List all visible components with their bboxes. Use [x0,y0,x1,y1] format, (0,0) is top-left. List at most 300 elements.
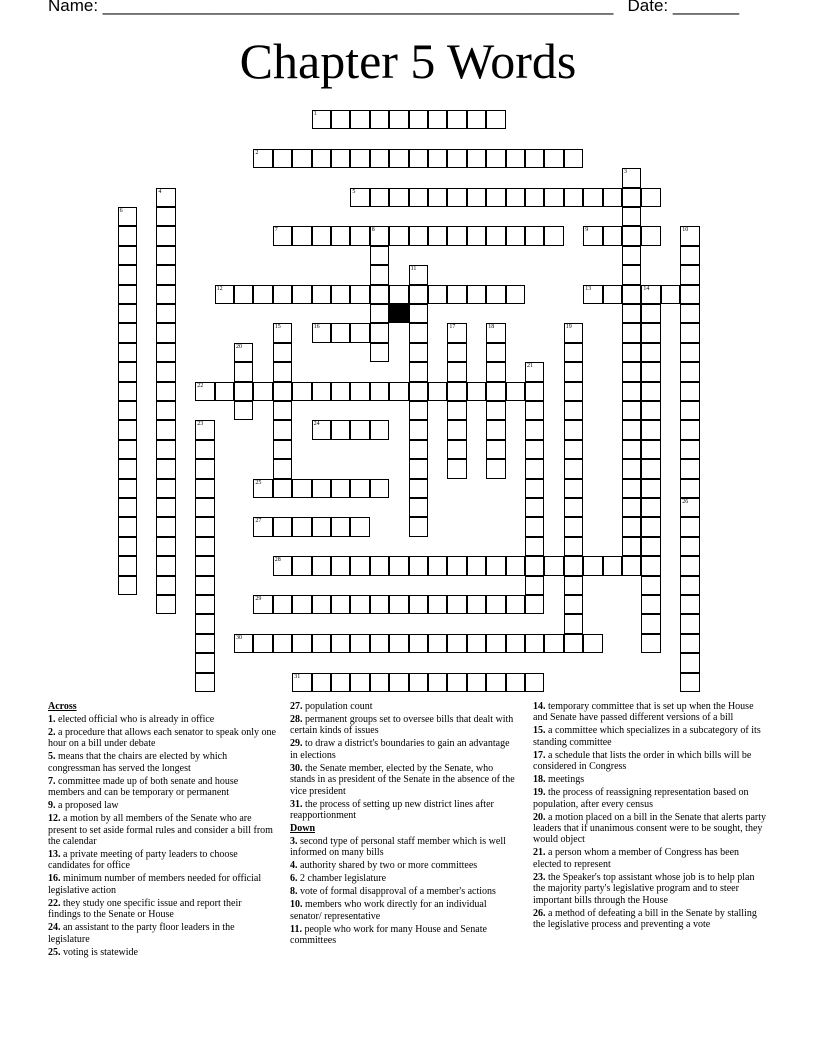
grid-cell[interactable] [641,479,660,498]
grid-cell[interactable] [331,517,350,536]
grid-cell[interactable] [641,188,660,207]
grid-cell[interactable] [447,362,466,381]
grid-cell[interactable] [118,246,137,265]
grid-cell[interactable] [370,673,389,692]
grid-cell[interactable] [525,440,544,459]
grid-cell[interactable] [156,420,175,439]
grid-cell[interactable] [409,304,428,323]
grid-cell[interactable] [506,285,525,304]
grid-cell[interactable] [467,382,486,401]
grid-cell[interactable] [486,149,505,168]
grid-cell[interactable] [486,226,505,245]
grid-cell[interactable] [486,595,505,614]
grid-cell[interactable] [467,110,486,129]
grid-cell[interactable] [350,673,369,692]
grid-cell[interactable] [292,517,311,536]
grid-cell[interactable] [331,382,350,401]
grid-cell[interactable] [486,323,505,342]
grid-cell[interactable] [273,226,292,245]
grid-cell[interactable] [467,673,486,692]
grid-cell[interactable] [350,634,369,653]
grid-cell[interactable] [273,382,292,401]
grid-cell[interactable] [156,537,175,556]
grid-cell[interactable] [409,498,428,517]
grid-cell[interactable] [118,517,137,536]
grid-cell[interactable] [583,556,602,575]
grid-cell[interactable] [680,401,699,420]
grid-cell[interactable] [486,110,505,129]
grid-cell[interactable] [350,149,369,168]
grid-cell[interactable] [486,440,505,459]
grid-cell[interactable] [350,420,369,439]
grid-cell[interactable] [156,440,175,459]
grid-cell[interactable] [544,149,563,168]
grid-cell[interactable] [118,459,137,478]
grid-cell[interactable] [525,576,544,595]
grid-cell[interactable] [409,556,428,575]
grid-cell[interactable] [292,479,311,498]
grid-cell[interactable] [564,517,583,536]
grid-cell[interactable] [680,323,699,342]
grid-cell[interactable] [118,556,137,575]
grid-cell[interactable] [603,226,622,245]
grid-cell[interactable] [447,595,466,614]
grid-cell[interactable] [680,556,699,575]
grid-cell[interactable] [680,537,699,556]
grid-cell[interactable] [564,576,583,595]
grid-cell[interactable] [370,110,389,129]
grid-cell[interactable] [641,498,660,517]
grid-cell[interactable] [331,420,350,439]
grid-cell[interactable] [525,556,544,575]
grid-cell[interactable] [370,304,389,323]
grid-cell[interactable] [389,556,408,575]
grid-cell[interactable] [525,382,544,401]
grid-cell[interactable] [118,420,137,439]
grid-cell[interactable] [641,440,660,459]
grid-cell[interactable] [641,362,660,381]
grid-cell[interactable] [506,556,525,575]
grid-cell[interactable] [544,556,563,575]
grid-cell[interactable] [156,226,175,245]
grid-cell[interactable] [641,537,660,556]
grid-cell[interactable] [118,440,137,459]
grid-cell[interactable] [447,110,466,129]
grid-cell[interactable] [331,110,350,129]
grid-cell[interactable] [195,634,214,653]
grid-cell[interactable] [331,285,350,304]
grid-cell[interactable] [583,285,602,304]
grid-cell[interactable] [447,673,466,692]
grid-cell[interactable] [312,323,331,342]
grid-cell[interactable] [370,246,389,265]
grid-cell[interactable] [195,576,214,595]
grid-cell[interactable] [447,420,466,439]
grid-cell[interactable] [428,595,447,614]
grid-cell[interactable] [156,362,175,381]
grid-cell[interactable] [409,285,428,304]
grid-cell[interactable] [486,673,505,692]
grid-cell[interactable] [273,459,292,478]
grid-cell[interactable] [156,343,175,362]
grid-cell[interactable] [273,401,292,420]
grid-cell[interactable] [428,556,447,575]
grid-cell[interactable] [118,382,137,401]
grid-cell[interactable] [195,498,214,517]
grid-cell[interactable] [447,285,466,304]
grid-cell[interactable] [467,634,486,653]
grid-cell[interactable] [680,517,699,536]
grid-cell[interactable] [273,595,292,614]
grid-cell[interactable] [389,382,408,401]
grid-cell[interactable] [234,362,253,381]
grid-cell[interactable] [331,634,350,653]
grid-cell[interactable] [350,285,369,304]
grid-cell[interactable] [564,634,583,653]
grid-cell[interactable] [195,537,214,556]
grid-cell[interactable] [409,265,428,284]
grid-cell[interactable] [544,634,563,653]
grid-cell[interactable] [447,459,466,478]
grid-cell[interactable] [253,479,272,498]
grid-cell[interactable] [447,382,466,401]
grid-cell[interactable] [292,595,311,614]
grid-cell[interactable] [467,285,486,304]
grid-cell[interactable] [641,459,660,478]
grid-cell[interactable] [486,362,505,381]
grid-cell[interactable] [156,401,175,420]
grid-cell[interactable] [350,323,369,342]
grid-cell[interactable] [234,401,253,420]
grid-cell[interactable] [350,226,369,245]
grid-cell[interactable] [409,226,428,245]
grid-cell[interactable] [525,226,544,245]
grid-cell[interactable] [118,226,137,245]
grid-cell[interactable] [622,420,641,439]
grid-cell[interactable] [409,188,428,207]
grid-cell[interactable] [370,595,389,614]
grid-cell[interactable] [273,323,292,342]
grid-cell[interactable] [680,343,699,362]
grid-cell[interactable] [428,285,447,304]
grid-cell[interactable] [467,556,486,575]
grid-cell[interactable] [156,323,175,342]
grid-cell[interactable] [292,673,311,692]
grid-cell[interactable] [506,673,525,692]
grid-cell[interactable] [253,634,272,653]
grid-cell[interactable] [486,188,505,207]
grid-cell[interactable] [622,226,641,245]
grid-cell[interactable] [564,362,583,381]
grid-cell[interactable] [641,285,660,304]
grid-cell[interactable] [350,110,369,129]
grid-cell[interactable] [331,149,350,168]
grid-cell[interactable] [486,382,505,401]
grid-cell[interactable] [118,343,137,362]
grid-cell[interactable] [389,634,408,653]
grid-cell[interactable] [312,556,331,575]
grid-cell[interactable] [273,517,292,536]
grid-cell[interactable] [195,517,214,536]
grid-cell[interactable] [118,285,137,304]
grid-cell[interactable] [641,420,660,439]
grid-cell[interactable] [234,343,253,362]
grid-cell[interactable] [409,343,428,362]
grid-cell[interactable] [156,556,175,575]
grid-cell[interactable] [564,459,583,478]
grid-cell[interactable] [156,498,175,517]
grid-cell[interactable] [622,382,641,401]
grid-cell[interactable] [564,401,583,420]
grid-cell[interactable] [195,595,214,614]
grid-cell[interactable] [409,459,428,478]
grid-cell[interactable] [428,188,447,207]
grid-cell[interactable] [506,226,525,245]
grid-cell[interactable] [234,285,253,304]
grid-cell[interactable] [156,188,175,207]
grid-cell[interactable] [583,226,602,245]
grid-cell[interactable] [641,614,660,633]
grid-cell[interactable] [525,459,544,478]
grid-cell[interactable] [253,149,272,168]
grid-cell[interactable] [486,285,505,304]
grid-cell[interactable] [370,285,389,304]
grid-cell[interactable] [253,517,272,536]
grid-cell[interactable] [680,362,699,381]
grid-cell[interactable] [641,343,660,362]
grid-cell[interactable] [253,285,272,304]
grid-cell[interactable] [641,401,660,420]
grid-cell[interactable] [486,343,505,362]
grid-cell[interactable] [622,440,641,459]
grid-cell[interactable] [331,556,350,575]
grid-cell[interactable] [544,226,563,245]
grid-cell[interactable] [331,323,350,342]
grid-cell[interactable] [292,634,311,653]
grid-cell[interactable] [428,634,447,653]
grid-cell[interactable] [525,188,544,207]
grid-cell[interactable] [389,110,408,129]
grid-cell[interactable] [195,479,214,498]
grid-cell[interactable] [680,673,699,692]
grid-cell[interactable] [622,246,641,265]
grid-cell[interactable] [234,382,253,401]
grid-cell[interactable] [389,595,408,614]
grid-cell[interactable] [447,440,466,459]
grid-cell[interactable] [156,595,175,614]
grid-cell[interactable] [680,479,699,498]
grid-cell[interactable] [370,382,389,401]
grid-cell[interactable] [118,498,137,517]
grid-cell[interactable] [525,595,544,614]
grid-cell[interactable] [156,382,175,401]
grid-cell[interactable] [370,556,389,575]
grid-cell[interactable] [680,595,699,614]
grid-cell[interactable] [370,226,389,245]
grid-cell[interactable] [641,304,660,323]
grid-cell[interactable] [389,673,408,692]
grid-cell[interactable] [253,595,272,614]
grid-cell[interactable] [525,420,544,439]
grid-cell[interactable] [234,634,253,653]
grid-cell[interactable] [622,498,641,517]
grid-cell[interactable] [583,634,602,653]
grid-cell[interactable] [622,343,641,362]
grid-cell[interactable] [622,168,641,187]
grid-cell[interactable] [680,304,699,323]
grid-cell[interactable] [409,440,428,459]
grid-cell[interactable] [564,149,583,168]
grid-cell[interactable] [215,285,234,304]
grid-cell[interactable] [564,382,583,401]
grid-cell[interactable] [680,440,699,459]
grid-cell[interactable] [506,634,525,653]
grid-cell[interactable] [447,323,466,342]
grid-cell[interactable] [389,226,408,245]
grid-cell[interactable] [292,285,311,304]
grid-cell[interactable] [622,517,641,536]
grid-cell[interactable] [312,595,331,614]
grid-cell[interactable] [622,188,641,207]
grid-cell[interactable] [409,382,428,401]
grid-cell[interactable] [525,149,544,168]
grid-cell[interactable] [525,537,544,556]
grid-cell[interactable] [622,265,641,284]
grid-cell[interactable] [641,226,660,245]
grid-cell[interactable] [312,420,331,439]
grid-cell[interactable] [331,595,350,614]
grid-cell[interactable] [331,479,350,498]
grid-cell[interactable] [118,304,137,323]
grid-cell[interactable] [195,653,214,672]
grid-cell[interactable] [273,362,292,381]
grid-cell[interactable] [409,517,428,536]
grid-cell[interactable] [312,479,331,498]
grid-cell[interactable] [467,188,486,207]
grid-cell[interactable] [506,382,525,401]
grid-cell[interactable] [118,265,137,284]
grid-cell[interactable] [156,304,175,323]
grid-cell[interactable] [312,285,331,304]
grid-cell[interactable] [292,382,311,401]
grid-cell[interactable] [680,614,699,633]
grid-cell[interactable] [273,420,292,439]
grid-cell[interactable] [525,673,544,692]
grid-cell[interactable] [641,556,660,575]
grid-cell[interactable] [641,595,660,614]
grid-cell[interactable] [118,401,137,420]
grid-cell[interactable] [312,634,331,653]
grid-cell[interactable] [409,362,428,381]
grid-cell[interactable] [370,634,389,653]
grid-cell[interactable] [195,440,214,459]
grid-cell[interactable] [215,382,234,401]
grid-cell[interactable] [486,420,505,439]
grid-cell[interactable] [564,614,583,633]
grid-cell[interactable] [564,498,583,517]
grid-cell[interactable] [525,479,544,498]
grid-cell[interactable] [680,459,699,478]
grid-cell[interactable] [292,149,311,168]
grid-cell[interactable] [680,498,699,517]
grid-cell[interactable] [273,285,292,304]
grid-cell[interactable] [292,556,311,575]
grid-cell[interactable] [118,537,137,556]
grid-cell[interactable] [312,673,331,692]
grid-cell[interactable] [273,440,292,459]
grid-cell[interactable] [428,673,447,692]
grid-cell[interactable] [680,226,699,245]
grid-cell[interactable] [195,673,214,692]
grid-cell[interactable] [661,285,680,304]
grid-cell[interactable] [486,556,505,575]
grid-cell[interactable] [273,343,292,362]
grid-cell[interactable] [506,149,525,168]
grid-cell[interactable] [622,401,641,420]
grid-cell[interactable] [118,207,137,226]
grid-cell[interactable] [195,459,214,478]
grid-cell[interactable] [312,110,331,129]
grid-cell[interactable] [680,246,699,265]
grid-cell[interactable] [564,420,583,439]
grid-cell[interactable] [447,343,466,362]
grid-cell[interactable] [350,382,369,401]
grid-cell[interactable] [370,149,389,168]
grid-cell[interactable] [622,459,641,478]
grid-cell[interactable] [564,537,583,556]
grid-cell[interactable] [409,149,428,168]
grid-cell[interactable] [156,246,175,265]
grid-cell[interactable] [486,401,505,420]
grid-cell[interactable] [680,285,699,304]
grid-cell[interactable] [370,188,389,207]
grid-cell[interactable] [156,517,175,536]
grid-cell[interactable] [506,188,525,207]
grid-cell[interactable] [428,149,447,168]
grid-cell[interactable] [409,323,428,342]
grid-cell[interactable] [564,440,583,459]
grid-cell[interactable] [312,382,331,401]
grid-cell[interactable] [564,188,583,207]
grid-cell[interactable] [525,362,544,381]
grid-cell[interactable] [428,382,447,401]
grid-cell[interactable] [195,614,214,633]
grid-cell[interactable] [118,479,137,498]
grid-cell[interactable] [118,576,137,595]
grid-cell[interactable] [680,653,699,672]
grid-cell[interactable] [622,285,641,304]
grid-cell[interactable] [273,479,292,498]
grid-cell[interactable] [564,595,583,614]
grid-cell[interactable] [195,382,214,401]
grid-cell[interactable] [544,188,563,207]
grid-cell[interactable] [641,382,660,401]
grid-cell[interactable] [447,188,466,207]
grid-cell[interactable] [603,285,622,304]
grid-cell[interactable] [525,401,544,420]
grid-cell[interactable] [622,323,641,342]
grid-cell[interactable] [370,479,389,498]
grid-cell[interactable] [486,459,505,478]
grid-cell[interactable] [370,343,389,362]
grid-cell[interactable] [467,595,486,614]
grid-cell[interactable] [350,188,369,207]
grid-cell[interactable] [312,517,331,536]
grid-cell[interactable] [370,265,389,284]
grid-cell[interactable] [467,149,486,168]
grid-cell[interactable] [428,226,447,245]
grid-cell[interactable] [118,362,137,381]
